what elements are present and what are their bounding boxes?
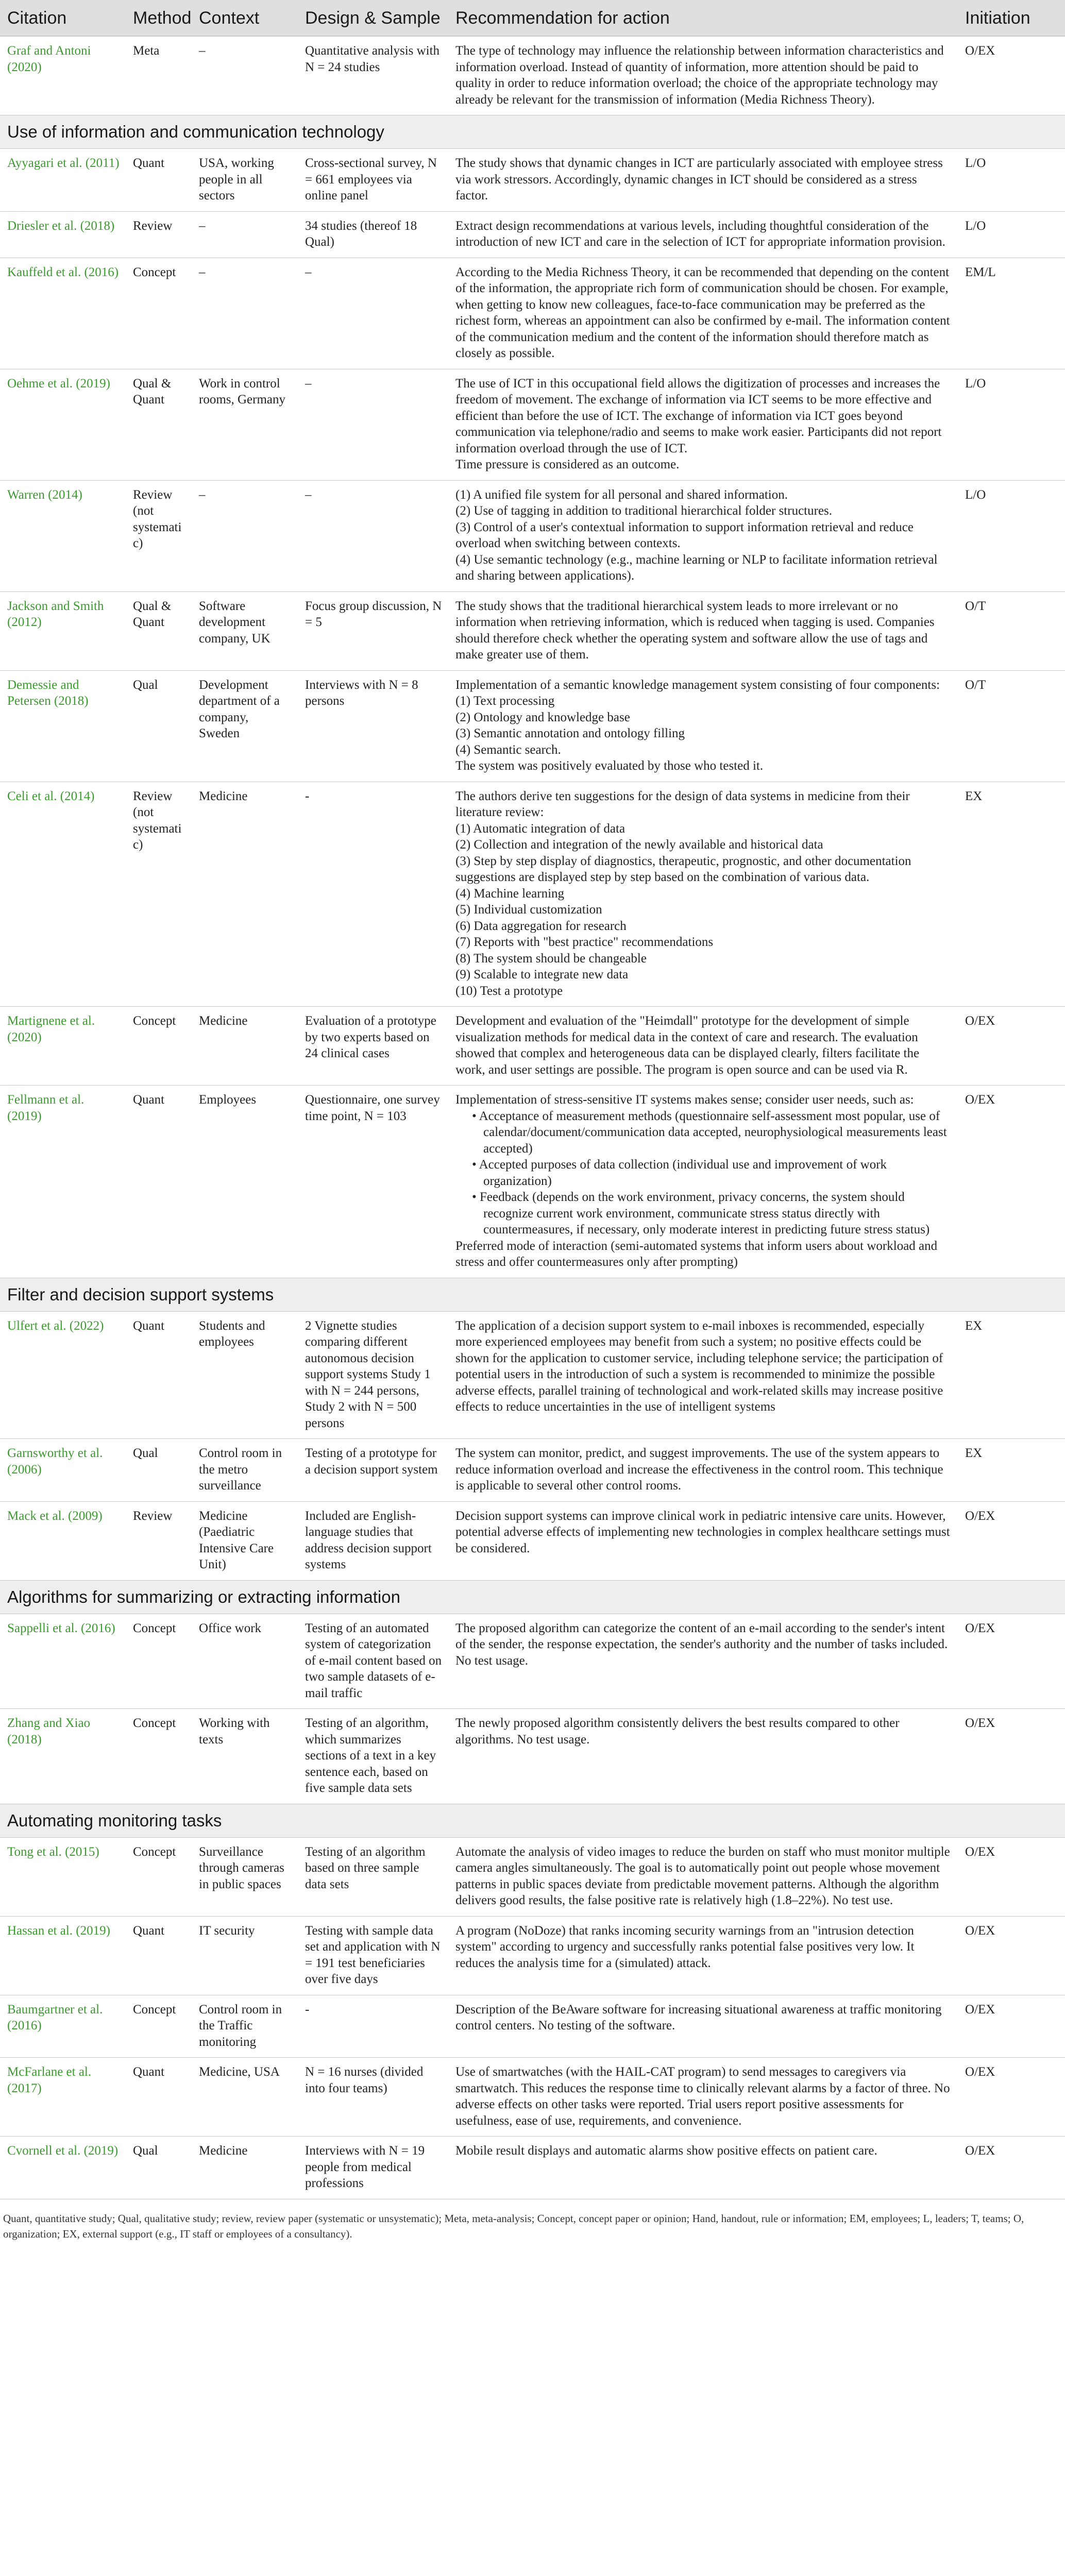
recommendation-line: (4) Use semantic technology (e.g., machine learning or NLP to facilitate information retrieval and sharing between applications).	[455, 552, 938, 583]
recommendation-line: • Feedback (depends on the work environment, privacy concerns, the system should recognize current work environment, communicate stress status directly with countermeasures, if necessary, only moderate interest in predicting future stress status)	[472, 1190, 930, 1236]
header-citation: Citation	[0, 0, 126, 36]
recommendation-cell	[448, 1501, 958, 1580]
recommendation-cell	[448, 36, 958, 115]
table-row	[0, 1311, 1065, 1439]
citation-link[interactable]: Garnsworthy et al. (2006)	[0, 1439, 126, 1502]
recommendation-line: (1) A unified file system for all personal and shared information.	[455, 487, 788, 502]
recommendation-line: (6) Data aggregation for research	[455, 919, 627, 933]
design-sample-cell: 34 studies (thereof 18 Qual)	[298, 211, 448, 258]
method-cell: Quant	[126, 149, 192, 212]
method-cell: Review	[126, 1501, 192, 1580]
recommendation-line: (8) The system should be changeable	[455, 951, 647, 965]
design-sample-cell: Questionnaire, one survey time point, N = 103	[298, 1086, 448, 1278]
initiation-cell: O/T	[958, 670, 1065, 782]
recommendation-cell	[448, 1007, 958, 1086]
citation-link[interactable]: Demessie and Petersen (2018)	[0, 670, 126, 782]
header-recommendation: Recommendation for action	[448, 0, 958, 36]
method-cell: Qual	[126, 1439, 192, 1502]
recommendation-line: The study shows that the traditional hierarchical system leads to more irrelevant or no information when retrieving information, which is reduced when tagging is used. Companies should therefore check whether the operating system and software allow the use of tags and make greater use of them.	[455, 599, 935, 662]
table-row	[0, 369, 1065, 480]
citation-link[interactable]: Tong et al. (2015)	[0, 1837, 126, 1916]
recommendation-line: The newly proposed algorithm consistently delivers the best results compared to other algorithms. No test usage.	[455, 1716, 900, 1747]
recommendation-line: (7) Reports with "best practice" recommendations	[455, 935, 714, 949]
recommendation-cell	[448, 369, 958, 480]
table-row	[0, 670, 1065, 782]
context-cell: –	[192, 36, 298, 115]
table-row	[0, 258, 1065, 369]
design-sample-cell: Interviews with N = 8 persons	[298, 670, 448, 782]
initiation-cell: O/EX	[958, 1007, 1065, 1086]
recommendation-line: The proposed algorithm can categorize the content of an e-mail according to the sender's intent of the sender, the response expectation, the sender's authority and the number of tasks included. No test usage.	[455, 1621, 948, 1668]
header-method: Method	[126, 0, 192, 36]
citation-link[interactable]: Ayyagari et al. (2011)	[0, 149, 126, 212]
method-cell: Quant	[126, 1086, 192, 1278]
design-sample-cell: –	[298, 369, 448, 480]
method-cell: Concept	[126, 1007, 192, 1086]
recommendation-line: Extract design recommendations at various levels, including thoughtful consideration of the introduction of new ICT and care in the selection of ICT for appropriate information provision.	[455, 218, 945, 249]
method-cell: Concept	[126, 1614, 192, 1709]
citation-link[interactable]: Fellmann et al. (2019)	[0, 1086, 126, 1278]
table-row	[0, 1439, 1065, 1502]
design-sample-cell: Testing of an algorithm, which summarizes sections of a text in a key sentence each, based on five sample data sets	[298, 1709, 448, 1804]
context-cell: Software development company, UK	[192, 591, 298, 670]
table-row	[0, 211, 1065, 258]
context-cell: Office work	[192, 1614, 298, 1709]
design-sample-cell: Testing of an algorithm based on three sample data sets	[298, 1837, 448, 1916]
design-sample-cell: Testing of a prototype for a decision support system	[298, 1439, 448, 1502]
recommendation-cell	[448, 1916, 958, 1995]
initiation-cell: EX	[958, 1311, 1065, 1439]
method-cell: Meta	[126, 36, 192, 115]
citation-link[interactable]: Hassan et al. (2019)	[0, 1916, 126, 1995]
design-sample-cell: -	[298, 782, 448, 1007]
table-header	[0, 0, 1065, 36]
recommendation-cell	[448, 1709, 958, 1804]
initiation-cell: L/O	[958, 480, 1065, 591]
recommendation-line: • Accepted purposes of data collection (individual use and improvement of work organization)	[472, 1158, 887, 1188]
recommendation-cell	[448, 2058, 958, 2137]
recommendation-line: (3) Step by step display of diagnostics, therapeutic, prognostic, and other documentation suggestions are displayed step by step based on the combination of various data.	[455, 854, 911, 884]
recommendation-line: (10) Test a prototype	[455, 984, 563, 998]
context-cell: Medicine	[192, 2137, 298, 2199]
method-cell: Concept	[126, 1837, 192, 1916]
table-row	[0, 782, 1065, 1007]
recommendation-line: The type of technology may influence the relationship between information characteristics and information overload. Instead of quantity of information, more attention should be paid to quality in order to reduce information overload; the choice of the appropriate technology may already be relevant for the transmission of information (Media Richness Theory).	[455, 44, 944, 107]
design-sample-cell: Testing with sample data set and application with N = 191 test beneficiaries over five days	[298, 1916, 448, 1995]
table-row	[0, 1709, 1065, 1804]
recommendation-line: Implementation of a semantic knowledge management system consisting of four components:	[455, 677, 940, 692]
initiation-cell: O/EX	[958, 1995, 1065, 2058]
citation-link[interactable]: Warren (2014)	[0, 480, 126, 591]
table-row	[0, 2137, 1065, 2199]
method-cell: Concept	[126, 258, 192, 369]
citation-link[interactable]: Ulfert et al. (2022)	[0, 1311, 126, 1439]
recommendation-line: Development and evaluation of the "Heimdall" prototype for the development of simple visualization methods for medical data in the context of care and research. The evaluation showed that complex and heterogeneous data can be displayed clearly, filters facilitate the work, and user settings are possible. The program is open source and can be used via R.	[455, 1014, 920, 1077]
section-header-row	[0, 1804, 1065, 1837]
recommendation-line: The application of a decision support system to e-mail inboxes is recommended, especially more experienced employees may benefit from such a system; no positive effects could be shown for the application to customer service, including telephone service; the participation of potential users in the introduction of such a system is recommended to minimize the possible adverse effects, parallel training of technological and work-related skills may increase positive effects to reduce uncertainties in the use of intelligent systems	[455, 1318, 943, 1414]
recommendation-cell	[448, 1614, 958, 1709]
citation-link[interactable]: Martignene et al. (2020)	[0, 1007, 126, 1086]
citation-link[interactable]: Jackson and Smith (2012)	[0, 591, 126, 670]
recommendation-line: (4) Semantic search.	[455, 742, 561, 757]
initiation-cell: O/EX	[958, 2137, 1065, 2199]
table-row	[0, 1007, 1065, 1086]
context-cell: Control room in the Traffic monitoring	[192, 1995, 298, 2058]
design-sample-cell: Evaluation of a prototype by two experts based on 24 clinical cases	[298, 1007, 448, 1086]
table-row	[0, 36, 1065, 115]
section-title: Filter and decision support systems	[0, 1278, 1065, 1311]
table-row	[0, 1614, 1065, 1709]
citation-link[interactable]: Driesler et al. (2018)	[0, 211, 126, 258]
recommendation-cell	[448, 1439, 958, 1502]
initiation-cell: O/T	[958, 591, 1065, 670]
table-row	[0, 591, 1065, 670]
recommendation-line: (2) Use of tagging in addition to traditional hierarchical folder structures.	[455, 504, 833, 518]
initiation-cell: L/O	[958, 211, 1065, 258]
citation-link[interactable]: Kauffeld et al. (2016)	[0, 258, 126, 369]
recommendation-line: (9) Scalable to integrate new data	[455, 968, 629, 981]
design-sample-cell: –	[298, 480, 448, 591]
citation-link[interactable]: Graf and Antoni (2020)	[0, 36, 126, 115]
table-body	[0, 36, 1065, 2199]
recommendation-cell	[448, 211, 958, 258]
recommendation-line: The authors derive ten suggestions for the design of data systems in medicine from their literature review:	[455, 789, 910, 819]
recommendation-cell	[448, 149, 958, 212]
table-row	[0, 480, 1065, 591]
method-cell: Quant	[126, 2058, 192, 2137]
context-cell: –	[192, 258, 298, 369]
method-cell: Concept	[126, 1709, 192, 1804]
initiation-cell: EX	[958, 1439, 1065, 1502]
recommendation-cell	[448, 258, 958, 369]
design-sample-cell: Focus group discussion, N = 5	[298, 591, 448, 670]
context-cell: Working with texts	[192, 1709, 298, 1804]
context-cell: –	[192, 480, 298, 591]
initiation-cell: O/EX	[958, 1614, 1065, 1709]
recommendation-cell	[448, 1086, 958, 1278]
recommendation-line: The system can monitor, predict, and suggest improvements. The use of the system appears to reduce information overload and increase the effectiveness in the control room. This technique is applicable to several other control rooms.	[455, 1446, 943, 1493]
initiation-cell: O/EX	[958, 1086, 1065, 1278]
design-sample-cell: Cross-sectional survey, N = 661 employees via online panel	[298, 149, 448, 212]
context-cell: USA, working people in all sectors	[192, 149, 298, 212]
method-cell: Quant	[126, 1311, 192, 1439]
method-cell: Qual & Quant	[126, 369, 192, 480]
recommendation-line: Time pressure is considered as an outcome.	[455, 457, 680, 471]
context-cell: Students and employees	[192, 1311, 298, 1439]
recommendation-cell	[448, 1995, 958, 2058]
design-sample-cell: Interviews with N = 19 people from medical professions	[298, 2137, 448, 2199]
context-cell: Development department of a company, Sweden	[192, 670, 298, 782]
context-cell: Employees	[192, 1086, 298, 1278]
context-cell: Surveillance through cameras in public spaces	[192, 1837, 298, 1916]
recommendation-line: (5) Individual customization	[455, 903, 602, 917]
recommendation-line: (1) Automatic integration of data	[455, 821, 626, 836]
header-initiation: Initiation	[958, 0, 1065, 36]
recommendation-line: • Acceptance of measurement methods (questionnaire self-assessment most popular, use of calendar/document/communication data accepted, neurophysiological measurements least accepted)	[472, 1109, 947, 1156]
initiation-cell: O/EX	[958, 1837, 1065, 1916]
recommendation-line: (4) Machine learning	[455, 886, 565, 901]
initiation-cell: O/EX	[958, 2058, 1065, 2137]
initiation-cell: L/O	[958, 149, 1065, 212]
recommendation-cell	[448, 782, 958, 1007]
context-cell: Medicine (Paediatric Intensive Care Unit)	[192, 1501, 298, 1580]
recommendation-line: The study shows that dynamic changes in ICT are particularly associated with employee stress via work stressors. Accordingly, dynamic changes in ICT should be considered as a stress factor.	[455, 156, 943, 202]
table-row	[0, 1086, 1065, 1278]
recommendation-line: (3) Semantic annotation and ontology filling	[455, 726, 685, 740]
context-cell: –	[192, 211, 298, 258]
table-row	[0, 1995, 1065, 2058]
context-cell: IT security	[192, 1916, 298, 1995]
recommendation-line: The system was positively evaluated by those who tested it.	[455, 759, 764, 773]
recommendation-line: Automate the analysis of video images to reduce the burden on staff who must monitor multiple camera angles simultaneously. The goal is to automatically point out people whose movement patterns in public spaces deviate from predictable movement patterns. Although the algorithm delivers good results, the false positive rate is relatively high (1.8–22%). No test use.	[455, 1844, 950, 1907]
section-title: Use of information and communication technology	[0, 115, 1065, 149]
section-title: Automating monitoring tasks	[0, 1804, 1065, 1837]
recommendation-line: The use of ICT in this occupational field allows the digitization of processes and increases the freedom of movement. The exchange of information via ICT seems to be more effective and efficient than before the use of ICT. The exchange of information via ICT goes beyond communication via telephone/radio and seems to make work easier. Participants did not report information overload through the use of ICT.	[455, 376, 942, 455]
recommendation-line: Use of smartwatches (with the HAIL-CAT program) to send messages to caregivers via smartwatch. This reduces the response time to clinically relevant alarms by a factor of three. No adverse effects on other tasks were reported. Trial users report positive assessments for usefulness, ease of use, requirements, and convenience.	[455, 2065, 950, 2128]
context-cell: Control room in the metro surveillance	[192, 1439, 298, 1502]
section-title: Algorithms for summarizing or extracting information	[0, 1580, 1065, 1614]
header-context: Context	[192, 0, 298, 36]
citation-link[interactable]: Mack et al. (2009)	[0, 1501, 126, 1580]
header-row	[0, 0, 1065, 36]
recommendation-line: (3) Control of a user's contextual information to support information retrieval and reduce overload when switching between contexts.	[455, 520, 914, 550]
table-footnote: Quant, quantitative study; Qual, qualitative study; review, review paper (systematic or unsystematic); Meta, meta-analysis; Concept, concept paper or opinion; Hand, handout, rule or information; EM, employees; L, leaders; T, teams; O, organization; EX, external support (e.g., IT staff or employees of a consultancy).	[3, 2212, 1024, 2240]
citation-link[interactable]: Celi et al. (2014)	[0, 782, 126, 1007]
citation-link[interactable]: Zhang and Xiao (2018)	[0, 1709, 126, 1804]
recommendation-cell	[448, 670, 958, 782]
context-cell: Medicine	[192, 782, 298, 1007]
design-sample-cell: Quantitative analysis with N = 24 studies	[298, 36, 448, 115]
recommendation-line: Description of the BeAware software for increasing situational awareness at traffic monitoring control centers. No testing of the software.	[455, 2002, 942, 2032]
design-sample-cell: N = 16 nurses (divided into four teams)	[298, 2058, 448, 2137]
citation-link[interactable]: Sappelli et al. (2016)	[0, 1614, 126, 1709]
table-row	[0, 1501, 1065, 1580]
table-row	[0, 1916, 1065, 1995]
recommendation-line: Decision support systems can improve clinical work in pediatric intensive care units. However, potential adverse effects of implementing new technologies in complex healthcare settings must be considered.	[455, 1509, 950, 1555]
recommendation-line: Mobile result displays and automatic alarms show positive effects on patient care.	[455, 2144, 877, 2158]
method-cell: Qual & Quant	[126, 591, 192, 670]
context-cell: Medicine, USA	[192, 2058, 298, 2137]
recommendation-line: (1) Text processing	[455, 694, 555, 708]
method-cell: Review (not systematic)	[126, 480, 192, 591]
initiation-cell: O/EX	[958, 1501, 1065, 1580]
context-cell: Medicine	[192, 1007, 298, 1086]
design-sample-cell: -	[298, 1995, 448, 2058]
method-cell: Review (not systematic)	[126, 782, 192, 1007]
section-header-row	[0, 1580, 1065, 1614]
header-design-sample: Design & Sample	[298, 0, 448, 36]
table-row	[0, 1837, 1065, 1916]
initiation-cell: EX	[958, 782, 1065, 1007]
recommendation-cell	[448, 480, 958, 591]
method-cell: Review	[126, 211, 192, 258]
recommendation-line: Implementation of stress-sensitive IT systems makes sense; consider user needs, such as:	[455, 1093, 914, 1107]
section-header-row	[0, 1278, 1065, 1311]
initiation-cell: L/O	[958, 369, 1065, 480]
recommendation-line: A program (NoDoze) that ranks incoming security warnings from an "intrusion detection system" according to urgency and successfully ranks potential false positives very low. It reduces the analysis time for a (simulated) attack.	[455, 1923, 915, 1970]
initiation-cell: O/EX	[958, 1916, 1065, 1995]
recommendation-cell	[448, 1311, 958, 1439]
recommendation-line: (2) Collection and integration of the newly available and historical data	[455, 838, 823, 852]
recommendation-cell	[448, 1837, 958, 1916]
design-sample-cell: –	[298, 258, 448, 369]
recommendation-line: Preferred mode of interaction (semi-automated systems that inform users about workload and stress and offer countermeasures only after prompting)	[455, 1239, 938, 1269]
design-sample-cell: Testing of an automated system of categorization of e-mail content based on two sample datasets of e-mail traffic	[298, 1614, 448, 1709]
recommendation-line: According to the Media Richness Theory, it can be recommended that depending on the content of the information, the appropriate rich form of communication should be chosen. For example, when getting to know new colleagues, face-to-face communication may be preferred as the richest form, whereas an appointment can also be confirmed by e-mail. The information content of the communication medium and the content of the information should therefore match as closely as possible.	[455, 265, 950, 360]
initiation-cell: O/EX	[958, 36, 1065, 115]
recommendation-line: (2) Ontology and knowledge base	[455, 710, 630, 724]
method-cell: Qual	[126, 2137, 192, 2199]
section-header-row	[0, 115, 1065, 149]
recommendation-cell	[448, 591, 958, 670]
citation-link[interactable]: Cvornell et al. (2019)	[0, 2137, 126, 2199]
design-sample-cell: Included are English-language studies that address decision support systems	[298, 1501, 448, 1580]
method-cell: Qual	[126, 670, 192, 782]
citation-link[interactable]: Baumgartner et al. (2016)	[0, 1995, 126, 2058]
table-row	[0, 2058, 1065, 2137]
design-sample-cell: 2 Vignette studies comparing different autonomous decision support systems Study 1 with N = 244 persons, Study 2 with N = 500 persons	[298, 1311, 448, 1439]
method-cell: Concept	[126, 1995, 192, 2058]
initiation-cell: O/EX	[958, 1709, 1065, 1804]
context-cell: Work in control rooms, Germany	[192, 369, 298, 480]
table-row	[0, 149, 1065, 212]
recommendation-cell	[448, 2137, 958, 2199]
citation-link[interactable]: McFarlane et al. (2017)	[0, 2058, 126, 2137]
citation-link[interactable]: Oehme et al. (2019)	[0, 369, 126, 480]
initiation-cell: EM/L	[958, 258, 1065, 369]
method-cell: Quant	[126, 1916, 192, 1995]
